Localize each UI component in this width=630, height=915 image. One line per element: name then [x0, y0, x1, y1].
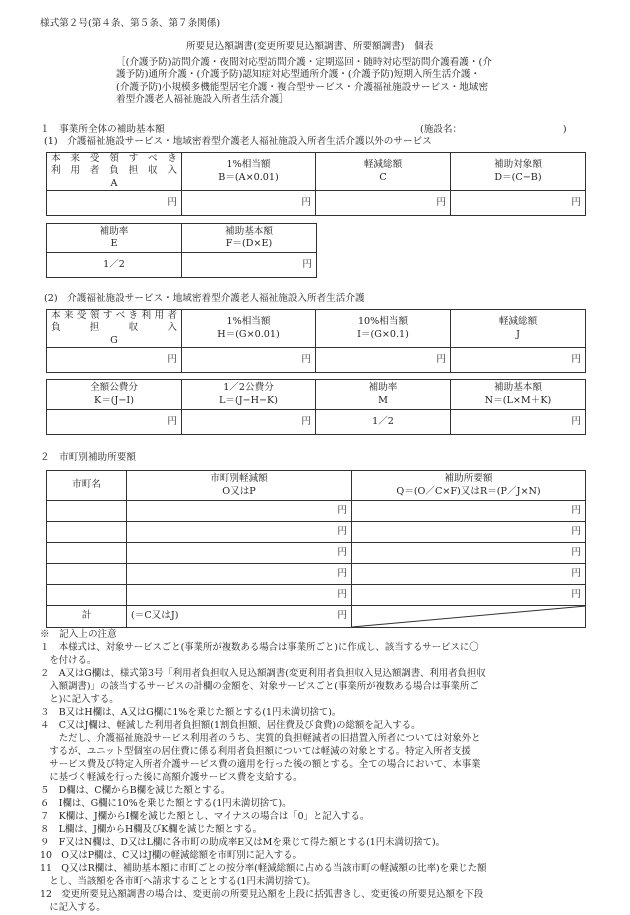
amount-c-field[interactable]: 円	[316, 191, 451, 216]
table-4	[46, 379, 586, 435]
rate-m-value: 1／2	[316, 410, 451, 435]
amount-h-field[interactable]: 円	[182, 348, 316, 373]
header-line: 軽減総額	[498, 316, 538, 328]
col-d-header	[451, 153, 586, 191]
header-line: 本来受領すべき利用者	[51, 310, 177, 321]
header-line: 補助基本額	[225, 225, 273, 237]
total-amount-field[interactable]	[127, 606, 352, 628]
required-amount-header	[352, 471, 586, 501]
header-line: K＝(J−I)	[94, 394, 134, 406]
header-line: G	[110, 334, 118, 346]
header-line: L＝(J−H−K)	[219, 394, 278, 406]
municipality-name-field[interactable]	[47, 585, 127, 606]
header-line: C	[379, 171, 387, 183]
col-l-header	[182, 380, 316, 410]
header-line: 1%相当額	[226, 316, 271, 328]
note-line: ５ D欄は、C欄からB欄を減じた額とする。	[40, 785, 231, 796]
header-line: 軽減総額	[363, 159, 403, 171]
required-amount-field[interactable]: 円	[352, 564, 586, 585]
table-row	[47, 585, 586, 606]
col-b-header	[182, 153, 316, 191]
table-row	[47, 522, 586, 543]
form-title: 所要見込額調書(変更所要見込額調書、所要額調書) 個表	[186, 41, 434, 52]
reduction-amount-field[interactable]: 円	[127, 501, 352, 522]
header-line: 補助所要額	[444, 473, 493, 485]
amount-j-field[interactable]: 円	[451, 348, 586, 373]
header-line: Q＝(O／C×F)又はR＝(P／J×N)	[396, 485, 541, 497]
note-line: するが、ユニット型個室の居住費に係る利用者負担額については軽減の対象とする。特定入所者支援	[40, 746, 471, 757]
section-2-title: ２ 市町別補助所要額	[40, 452, 136, 463]
note-line: ３ B又はH欄は、A又はG欄に1%を乗じた額とする(1円未満切捨て)。	[40, 707, 342, 718]
col-e-header	[47, 224, 182, 253]
service-line: (介護予防)小規模多機能型居宅介護・複合型サービス・介護福祉施設サービス・地域密	[116, 81, 489, 93]
municipality-name-field[interactable]	[47, 522, 127, 543]
header-line: O又はP	[222, 485, 256, 497]
col-a-header	[47, 153, 182, 191]
total-label: 計	[47, 606, 127, 628]
total-row	[47, 606, 586, 628]
diagonal-strike-line	[352, 606, 586, 627]
header-line: 市町別軽減額	[210, 473, 268, 485]
service-line: 着型介護老人福祉施設入所者生活介護］	[116, 94, 289, 106]
col-g-header	[47, 310, 182, 348]
col-j-header	[451, 310, 586, 348]
note-line: 12 変更所要見込額調書の場合は、変更前の所要見込額を上段に括弧書きし、変更後の所要見込額を下段	[40, 889, 484, 900]
notes-title: ※ 記入上の注意	[40, 629, 117, 640]
required-amount-field[interactable]: 円	[352, 543, 586, 564]
reduction-header	[127, 471, 352, 501]
municipal-table	[46, 470, 586, 628]
note-line: 10 O又はP欄は、C又はJ欄の軽減総額を市町別に記入する。	[40, 850, 302, 861]
col-n-header	[451, 380, 586, 410]
required-amount-field[interactable]: 円	[352, 522, 586, 543]
note-line: ただし、介護福祉施設サービス利用者のうち、実質的負担軽減者の旧措置入所者については対象外と	[40, 733, 481, 744]
municipality-name-field[interactable]	[47, 501, 127, 522]
table-2	[46, 223, 317, 278]
col-f-header	[182, 224, 317, 253]
reduction-amount-field[interactable]: 円	[127, 564, 352, 585]
header-line: 補助対象額	[494, 159, 542, 171]
header-line: 補助基本額	[494, 382, 542, 394]
amount-b-field[interactable]: 円	[182, 191, 316, 216]
reduction-amount-field[interactable]: 円	[127, 585, 352, 606]
amount-a-field[interactable]: 円	[47, 191, 182, 216]
service-line: ［(介護予防)訪問介護・夜間対応型訪問介護・定期巡回・随時対応型訪問介護看護・(介	[116, 57, 492, 68]
header-line: 負担収入	[51, 322, 177, 334]
header-line: E	[110, 238, 118, 249]
amount-i-field[interactable]: 円	[316, 348, 451, 373]
header-line: 1%相当額	[226, 159, 271, 171]
col-k-header	[47, 380, 182, 410]
rate-e-value: 1／2	[47, 253, 182, 278]
header-line: 利用者負担収入	[51, 165, 177, 177]
total-unit: 円	[337, 610, 347, 622]
table-3	[46, 309, 586, 373]
municipality-header: 市町名	[47, 471, 127, 501]
amount-f-field[interactable]: 円	[182, 253, 317, 278]
header-line: M	[378, 394, 388, 406]
header-line: 補助率	[99, 225, 129, 237]
col-c-header	[316, 153, 451, 191]
service-list	[116, 57, 492, 107]
municipality-name-field[interactable]	[47, 564, 127, 585]
header-line: F＝(D×E)	[225, 238, 273, 249]
col-h-header	[182, 310, 316, 348]
note-line: 入額調書)」の該当するサービスの計欄の金額を、対象サービスごと(事業所が複数ある場合は事業所ご	[40, 681, 479, 692]
header-line: J	[516, 328, 520, 340]
header-line: A	[110, 177, 118, 189]
service-line: 護予防)通所介護・(介護予防)認知症対応型通所介護・(介護予防)短期入所生活介護・	[116, 69, 481, 81]
reduction-amount-field[interactable]: 円	[127, 522, 352, 543]
section-1-title: １ 事業所全体の補助基本額	[40, 124, 165, 135]
header-line: 10%相当額	[357, 316, 409, 328]
form-number: 様式第２号(第４条、第５条、第７条関係)	[40, 18, 221, 29]
col-i-header	[316, 310, 451, 348]
note-line: ７ K欄は、J欄からI欄を減じた額とし、マイナスの場合は「0」と記入する。	[40, 811, 370, 822]
facility-name-field[interactable]: (施設名： )	[420, 124, 567, 135]
required-amount-field[interactable]: 円	[352, 501, 586, 522]
reduction-amount-field[interactable]: 円	[127, 543, 352, 564]
note-line: に基づく軽減を行った後に高額介護サービス費を支給する。	[40, 772, 303, 783]
subsection-2-title: (2) 介護福祉施設サービス・地域密着型介護老人福祉施設入所者生活介護	[44, 293, 365, 304]
note-line: ８ L欄は、J欄からH欄及びK欄を減じた額とする。	[40, 824, 263, 835]
note-line: とし、当該額を各市町へ請求することとする(1円未満切捨て)。	[40, 876, 316, 887]
amount-d-field[interactable]: 円	[451, 191, 586, 216]
header-line: 補助率	[368, 382, 398, 394]
header-line: I＝(G×0.1)	[357, 328, 409, 340]
note-line: ６ I欄は、G欄に10%を乗じた額とする(1円未満切捨て)。	[40, 798, 292, 809]
col-m-header	[316, 380, 451, 410]
header-line: N＝(L×M＋K)	[484, 394, 552, 406]
table-row	[47, 564, 586, 585]
amount-l-field[interactable]: 円	[182, 410, 316, 435]
note-line: ２ A又はG欄は、様式第3号「利用者負担収入見込額調書(変更利用者負担収入見込額調書、利用者負担収	[40, 668, 486, 679]
note-line: と)に記入する。	[40, 694, 119, 705]
note-line: サービス費及び特定入所者介護サービス費の適用を行った後の額とする。全ての場合において、本事業	[40, 759, 481, 770]
table-1	[46, 152, 586, 216]
header-line: B＝(A×0.01)	[218, 171, 279, 183]
header-line: H＝(G×0.01)	[217, 328, 280, 340]
note-line: に記入する。	[40, 902, 106, 913]
note-line: ４ C又はJ欄は、軽減した利用者負担額(1割負担額、居住費及び食費)の総額を記入する。	[40, 720, 421, 731]
header-line: 1／2公費分	[223, 382, 274, 394]
note-line: を付ける。	[40, 655, 97, 666]
table-row	[47, 501, 586, 522]
total-required-disabled	[352, 606, 586, 628]
subsection-1-title: (1) 介護福祉施設サービス・地域密着型介護老人福祉施設入所者生活介護以外のサービス	[44, 136, 432, 147]
note-line: 11 Q又はR欄は、補助基本額に市町ごとの按分率(軽減総額に占める当該市町の軽減額の比率)を乗じた額	[40, 863, 487, 874]
municipality-name-field[interactable]	[47, 543, 127, 564]
header-line: 全額公費分	[90, 382, 138, 394]
header-line: D＝(C−B)	[494, 171, 542, 183]
amount-k-field[interactable]: 円	[47, 410, 182, 435]
header-line: 本来受領すべき	[51, 153, 177, 164]
total-note: (＝C又はJ)	[131, 610, 179, 622]
note-line: ９ F又はN欄は、D又はL欄に各市町の助成率E又はMを乗じて得た額とする(1円未満切捨て)。	[40, 837, 446, 848]
table-row	[47, 543, 586, 564]
amount-g-field[interactable]: 円	[47, 348, 182, 373]
amount-n-field[interactable]: 円	[451, 410, 586, 435]
required-amount-field[interactable]: 円	[352, 585, 586, 606]
note-line: １ 本様式は、対象サービスごと(事業所が複数ある場合は事業所ごと)に作成し、該当するサービスに〇	[40, 642, 479, 653]
